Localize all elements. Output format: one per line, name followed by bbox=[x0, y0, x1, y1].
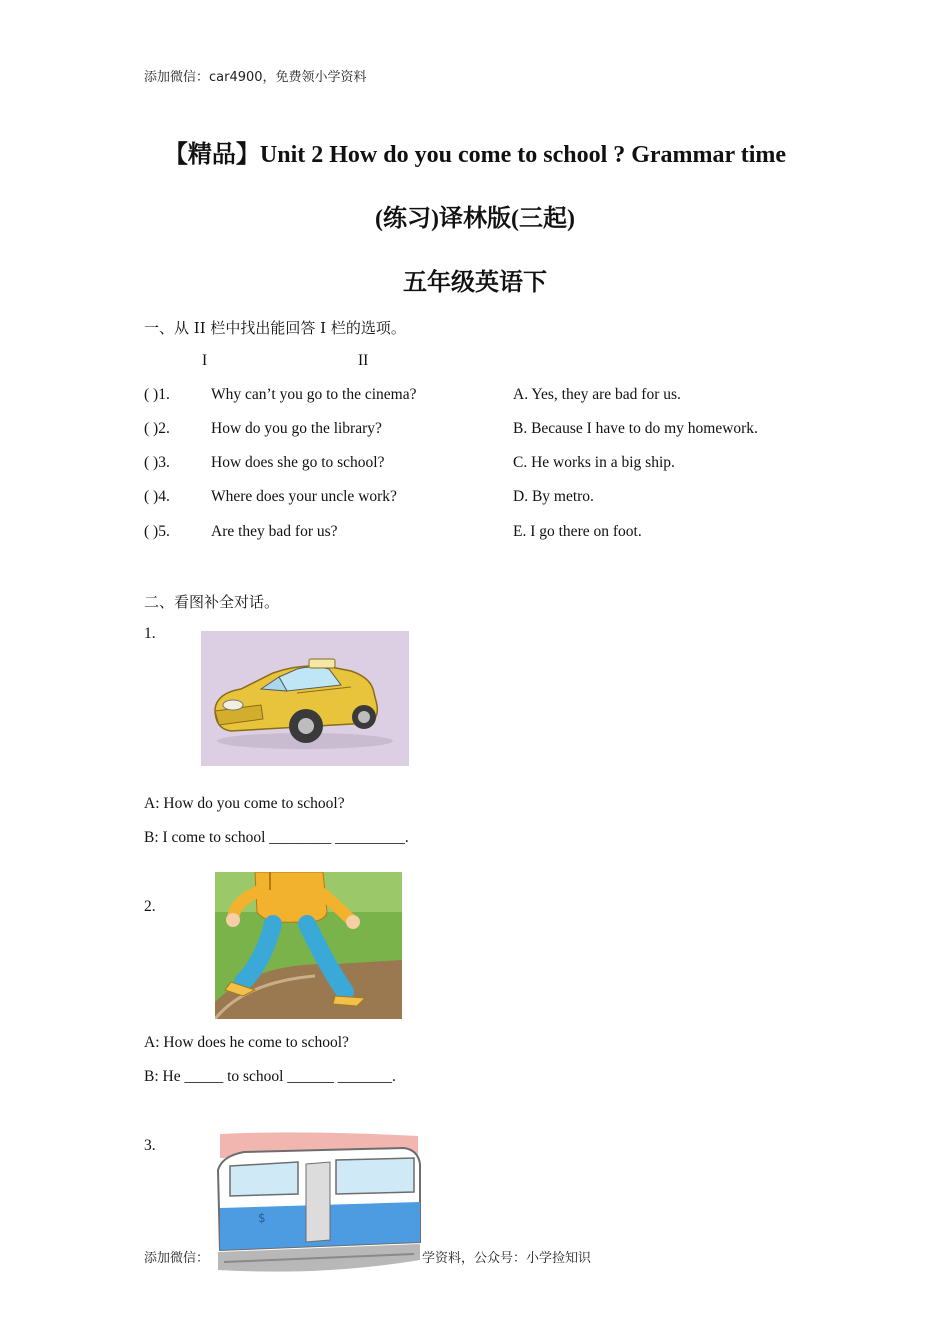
svg-text:$: $ bbox=[258, 1211, 266, 1225]
column-ii-label: II bbox=[358, 352, 369, 369]
item-number[interactable]: ( )4. bbox=[144, 488, 170, 505]
page-subtitle: (练习)译林版(三起) bbox=[375, 206, 575, 232]
metro-image bbox=[214, 1130, 422, 1274]
item-question: How do you go the library? bbox=[211, 420, 382, 437]
item-answer: C. He works in a big ship. bbox=[513, 454, 675, 471]
q1-answer-blank[interactable]: B: I come to school ________ _________. bbox=[144, 829, 409, 846]
item-number[interactable]: ( )3. bbox=[144, 454, 170, 471]
item-question: Why can’t you go to the cinema? bbox=[211, 386, 417, 403]
section2-heading: 二、看图补全对话。 bbox=[144, 593, 280, 611]
q2-question: A: How does he come to school? bbox=[144, 1034, 349, 1051]
item-number[interactable]: ( )2. bbox=[144, 420, 170, 437]
q1-number: 1. bbox=[144, 625, 156, 642]
header-note: 添加微信：car4900，免费领小学资料 bbox=[144, 70, 367, 85]
q3-number: 3. bbox=[144, 1137, 156, 1154]
item-number[interactable]: ( )5. bbox=[144, 523, 170, 540]
column-i-label: I bbox=[202, 352, 208, 369]
q2-number: 2. bbox=[144, 898, 156, 915]
metro-train-icon bbox=[214, 1130, 422, 1274]
item-answer: A. Yes, they are bad for us. bbox=[513, 386, 681, 403]
walking-person-icon bbox=[215, 872, 402, 1019]
item-question: Where does your uncle work? bbox=[211, 488, 397, 505]
walking-image bbox=[215, 872, 402, 1019]
footer-right: 学资料，公众号：小学捡知识 bbox=[422, 1251, 592, 1266]
page-title: 【精品】Unit 2 How do you come to school ? Grammar time bbox=[163, 142, 787, 168]
q1-question: A: How do you come to school? bbox=[144, 795, 345, 812]
item-answer: D. By metro. bbox=[513, 488, 594, 505]
taxi-icon bbox=[201, 631, 409, 766]
section1-heading: 一、从 II 栏中找出能回答 I 栏的选项。 bbox=[144, 319, 406, 337]
item-question: Are they bad for us? bbox=[211, 523, 338, 540]
footer-left: 添加微信： bbox=[144, 1251, 210, 1266]
taxi-image bbox=[201, 631, 409, 766]
item-number[interactable]: ( )1. bbox=[144, 386, 170, 403]
grade-title: 五年级英语下 bbox=[403, 270, 547, 296]
q2-answer-blank[interactable]: B: He _____ to school ______ _______. bbox=[144, 1068, 396, 1085]
item-question: How does she go to school? bbox=[211, 454, 385, 471]
item-answer: B. Because I have to do my homework. bbox=[513, 420, 758, 437]
item-answer: E. I go there on foot. bbox=[513, 523, 642, 540]
